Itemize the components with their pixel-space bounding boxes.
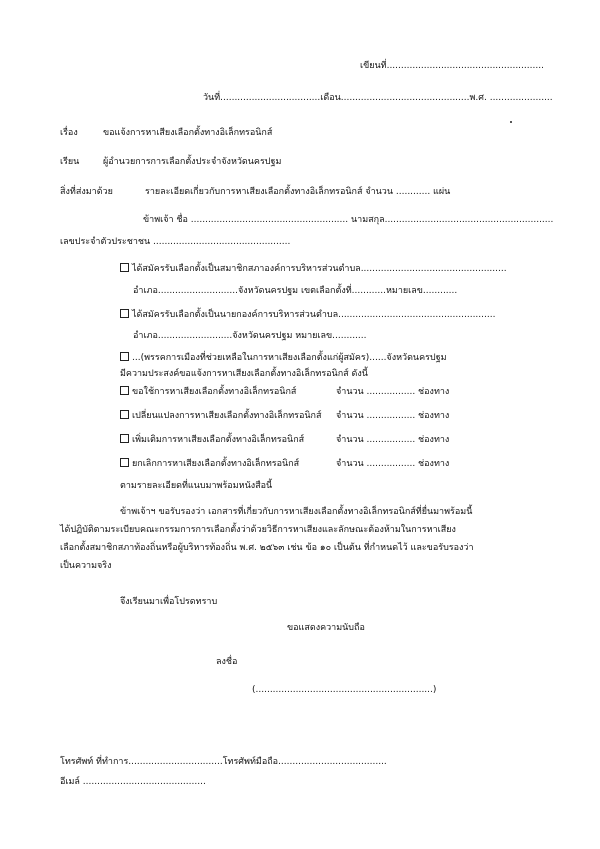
stray-mark [510,121,512,123]
channel-count: จำนวน ................. ช่องทาง [336,459,450,469]
checkbox[interactable] [120,352,129,361]
checkbox[interactable] [120,309,129,318]
certification-line-4: เป็นความจริง [60,561,112,571]
enclosure-label: สิ่งที่ส่งมาด้วย [60,187,113,197]
candidacy-option-political-party: ...(พรรคการเมืองที่ช่วยเหลือในการหาเสียงเลือกตั้งแก่ผู้สมัคร)......จังหวัดนครปฐม [120,352,447,364]
closing-inform: จึงเรียนมาเพื่อโปรดทราบ [120,597,218,607]
signatory-name-line: (..............................................................) [252,685,437,695]
channel-option: เปลี่ยนแปลงการหาเสียงเลือกตั้งทางอิเล็กทรอนิกส์ [120,410,322,422]
checkbox[interactable] [120,434,129,443]
details-note: ตามรายละเอียดที่แนบมาพร้อมหนังสือนี้ [120,481,273,491]
intent-statement: มีความประสงค์ขอแจ้งการหาเสียงเลือกตั้งทางอิเล็กทรอนิกส์ ดังนี้ [120,369,368,379]
certification-line-1: ข้าพเจ้าฯ ขอรับรองว่า เอกสารที่เกี่ยวกับการหาเสียงเลือกตั้งทางอิเล็กทรอนิกส์ที่ยื่นมาพร้อมนี้ [120,507,473,517]
phone-line: โทรศัพท์ ที่ทำการ.................................โทรศัพท์มือถือ...................................... [60,757,387,767]
email-line: อีเมล์ ........................................... [60,777,206,787]
channel-option: ขอใช้การหาเสียงเลือกตั้งทางอิเล็กทรอนิกส์ [120,386,296,398]
subject-label: เรื่อง [60,128,78,138]
candidacy-option-chief-executive: ได้สมัครรับเลือกตั้งเป็นนายกองค์การบริหารส่วนตำบล....................................................... [120,309,495,321]
channel-count: จำนวน ................. ช่องทาง [336,387,450,397]
channel-count: จำนวน ................. ช่องทาง [336,411,450,421]
certification-line-2: ได้ปฏิบัติตามระเบียบคณะกรรมการการเลือกตั้งว่าด้วยวิธีการหาเสียงและลักษณะต้องห้ามในการหาเสียง [60,525,456,535]
subject-text: ขอแจ้งการหาเสียงเลือกตั้งทางอิเล็กทรอนิกส์ [103,128,273,138]
candidacy-chief-executive-detail: อำเภอ..........................จังหวัดนครปฐม หมายเลข............ [133,331,367,341]
written-at-line: เขียนที่....................................................... [360,61,544,71]
applicant-name-line: ข้าพเจ้า ชื่อ ....................................................... นามสกุล........................................................... [143,215,554,225]
checkbox[interactable] [120,458,129,467]
signature-label: ลงชื่อ [216,657,238,667]
checkbox[interactable] [120,386,129,395]
checkbox[interactable] [120,263,129,272]
closing-regards: ขอแสดงความนับถือ [287,623,365,633]
candidacy-local-council-detail: อำเภอ............................จังหวัดนครปฐม เขตเลือกตั้งที่............หมายเลข............ [133,286,458,296]
citizen-id-line: เลขประจำตัวประชาชน ................................................ [60,237,291,247]
certification-line-3: เลือกตั้งสมาชิกสภาท้องถิ่นหรือผู้บริหารท้องถิ่น พ.ศ. ๒๕๖๓ เช่น ข้อ ๑๐ เป็นต้น ที่กำหนดไว้ และขอรับรองว่า [60,543,474,553]
checkbox[interactable] [120,410,129,419]
addressee-text: ผู้อำนวยการการเลือกตั้งประจำจังหวัดนครปฐม [103,157,282,167]
enclosure-text: รายละเอียดเกี่ยวกับการหาเสียงเลือกตั้งทางอิเล็กทรอนิกส์ จำนวน ............ แผ่น [145,187,451,197]
channel-count: จำนวน ................. ช่องทาง [336,435,450,445]
date-line: วันที่...................................เดือน.............................................พ.ศ. ...................... [203,93,553,103]
channel-option: เพิ่มเติมการหาเสียงเลือกตั้งทางอิเล็กทรอนิกส์ [120,434,304,446]
addressee-label: เรียน [60,157,80,167]
channel-option: ยกเลิกการหาเสียงเลือกตั้งทางอิเล็กทรอนิกส์ [120,458,299,470]
candidacy-option-local-council: ได้สมัครรับเลือกตั้งเป็นสมาชิกสภาองค์การบริหารส่วนตำบล................................................... [120,263,507,275]
